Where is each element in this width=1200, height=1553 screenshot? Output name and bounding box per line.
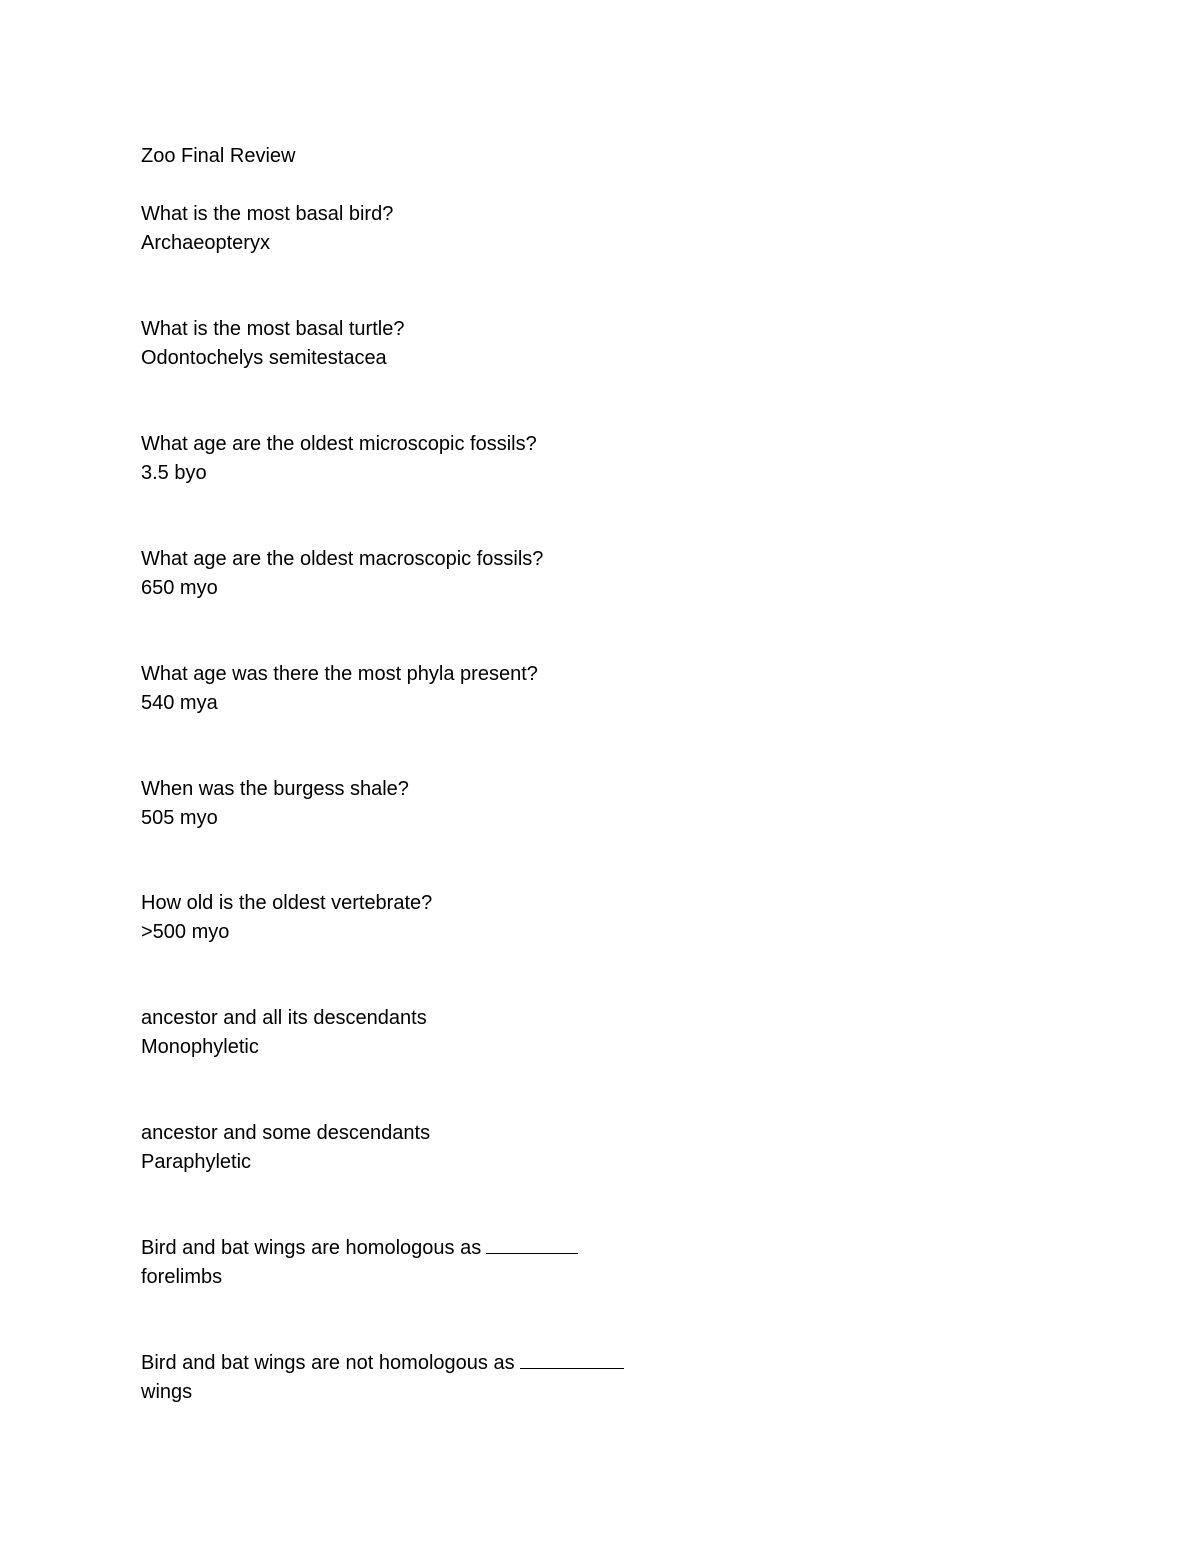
question-line [141, 1349, 624, 1378]
question-text: ancestor and some descendants [141, 1122, 431, 1144]
question-text: Bird and bat wings are homologous as [141, 1237, 482, 1259]
qa-item [141, 775, 409, 833]
answer-text: 650 myo [141, 577, 218, 599]
answer-text: wings [141, 1381, 193, 1403]
question-text: When was the burgess shale? [141, 778, 409, 800]
question-text: What is the most basal turtle? [141, 318, 405, 340]
qa-item [141, 889, 432, 947]
question-line [141, 1234, 578, 1263]
answer-text: forelimbs [141, 1266, 223, 1288]
qa-item [141, 1119, 430, 1177]
question-text: What age are the oldest microscopic fossils? [141, 433, 537, 455]
fill-in-blank [520, 1350, 624, 1369]
answer-text: Archaeopteryx [141, 232, 270, 254]
qa-item [141, 430, 537, 488]
qa-item [141, 1004, 427, 1062]
qa-item [141, 1234, 578, 1292]
answer-text: 3.5 byo [141, 462, 207, 484]
answer-text: >500 myo [141, 921, 230, 943]
answer-text: 540 mya [141, 692, 218, 714]
qa-item [141, 315, 404, 373]
answer-text: Monophyletic [141, 1036, 259, 1058]
qa-item [141, 545, 543, 603]
answer-text: Paraphyletic [141, 1151, 252, 1173]
document-title: Zoo Final Review [141, 145, 296, 167]
qa-item [141, 200, 393, 258]
question-text: ancestor and all its descendants [141, 1007, 427, 1029]
qa-item [141, 1349, 624, 1407]
question-text: Bird and bat wings are not homologous as [141, 1352, 515, 1374]
answer-text: Odontochelys semitestacea [141, 347, 387, 369]
question-text: What age are the oldest macroscopic fossils? [141, 548, 544, 570]
qa-item [141, 660, 538, 718]
question-text: How old is the oldest vertebrate? [141, 892, 433, 914]
question-text: What is the most basal bird? [141, 203, 394, 225]
answer-text: 505 myo [141, 807, 218, 829]
question-text: What age was there the most phyla present? [141, 663, 538, 685]
fill-in-blank [486, 1235, 578, 1254]
